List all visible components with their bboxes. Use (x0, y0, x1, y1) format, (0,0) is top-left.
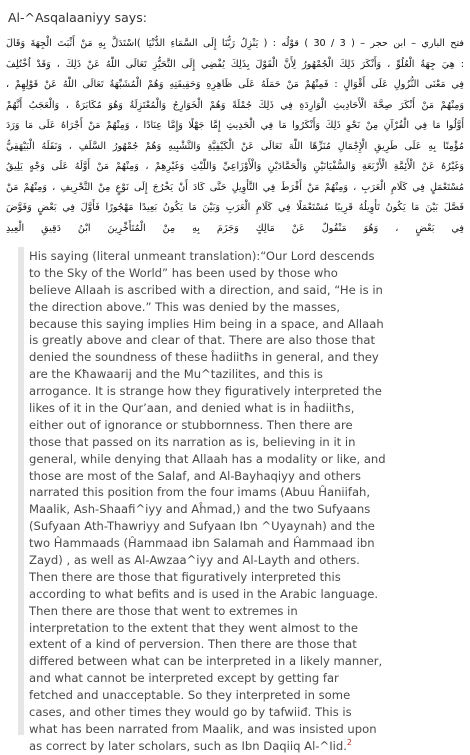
translation-line (29, 265, 463, 282)
translation-line-text: Zayd) , as well as Al-Awzaa^iyy and Al-Layth and others. (29, 553, 360, 568)
translation-line-text: likes of it in the Qur’aan, and denied what is in ĥadiitħs, (29, 401, 355, 416)
translation-line (29, 332, 463, 349)
translation-line (29, 501, 463, 518)
translation-line-text: believe Allaah is ascribed with a direction, and said, “He is in (29, 282, 383, 297)
translation-line (29, 586, 463, 603)
translation-line (29, 366, 463, 383)
translation-line (29, 738, 463, 755)
translation-line-text: because this saying implies Him being in a space, and Allaah (29, 316, 384, 331)
arabic-line: فَصَّلَ بَيْنَ مَا يَكُونُ تَأْوِيلُهُ قَرِيبًا مُسْتَعْمَلًا فِي كَلَامِ الْعَرَبِ وَبَيْنَ مَا يَكُونُ بَعِيدًا مَهْجُورًا فَأَوَّلَ فِي بَعْضٍ وَفَوَّضَ (6, 202, 464, 213)
translation-line (29, 518, 463, 535)
arabic-line: : هِيَ جِهَةُ الْعُلُوِّ ، وَأَنْكَرَ ذَلِكَ الْجُمْهُورُ لِأَنَّ الْقَوْلَ بِذَلِكَ يُفْضِي إِلَى التَّحَيُّزِ تَعَالَى اللَّهُ عَنْ ذَلِكَ ، وَقَدْ اُخْتُلِفَ (6, 58, 464, 70)
arabic-quote-image (6, 35, 464, 240)
translation-line (29, 670, 463, 687)
translation-line-text: two Ĥammaads (Ĥammaad ibn Salamah and Ĥammaad ibn (29, 536, 375, 551)
translation-line (29, 620, 463, 637)
translation-line (29, 316, 463, 333)
translation-line-text: arrogance. It is strange how they figuratively interpreted the (29, 384, 382, 399)
translation-line (29, 434, 463, 451)
translation-line-text: the direction above.” This was denied by the masses, (29, 299, 341, 314)
arabic-line: أَوَّلُوا مَا فِي الْقُرْآنِ مِنْ نَحْوِ ذَلِكَ وَأَنْكَرُوا مَا فِي الْحَدِيثِ إِمَّا جَهْلًا وَإِمَّا عِنَادًا ، وَمِنْهُمْ مَنْ أَجْرَاهُ عَلَى مَا وَرَدَ (6, 120, 464, 131)
translation-line-text: those that passed on its narration as is, believing in it in (29, 434, 356, 449)
translation-line (29, 569, 463, 586)
translation-line (29, 451, 463, 468)
translation-line (29, 484, 463, 501)
translation-line (29, 299, 463, 316)
arabic-line: وَمِنْهُمْ مَنْ أَنْكَرَ صِحَّةَ الْأَحَادِيثِ الْوَارِدَةِ فِي ذَلِكَ جُمْلَةً وَهُمْ الْخَوَارِجُ وَالْمُعْتَزِلَةُ وَهُوَ مُكَابَرَةٌ ، وَالْعَجَبُ أَنَّهُمْ (6, 99, 464, 111)
translation-line-text: to the Sky of the World” has been used by those who (29, 265, 338, 280)
translation-line-text: Then there are those that went to extremes in (29, 603, 298, 618)
translation-line-text: Then there are those that figuratively interpreted this (29, 569, 341, 584)
translation-line (29, 282, 463, 299)
translation-line (29, 349, 463, 366)
translation-line (29, 468, 463, 485)
translation-line (29, 383, 463, 400)
footnote-link[interactable]: 2 (346, 737, 352, 747)
translation-line-text: narrated this position from the four imams (Abuu Ĥaniifah, (29, 485, 371, 500)
translation-line-text: (Sufyaan Ath-Thawriyy and Sufyaan Ibn ^Uyaynah) and the (29, 519, 375, 534)
translation-line-text: Maalik, Ash-Shaafi^iyy and Aĥmad,) and the two Sufyaans (29, 502, 371, 517)
translation-line (29, 535, 463, 552)
translation-line (29, 653, 463, 670)
blockquote-bar (18, 247, 24, 735)
translation-line-text: denied the soundness of these ĥadiitħs in general, and they (29, 350, 379, 365)
translation-line (29, 552, 463, 569)
translation-line-text: those are most of the Salaf, and Al-Bayhaqiyy and others (29, 468, 361, 483)
translation-line (29, 603, 463, 620)
translation-line-text: extent of a kind of perversion. Then there are those that (29, 637, 357, 652)
translation-line-text: His saying (literal unmeant translation):“Our Lord descends (29, 249, 375, 263)
translation-line-text: according to what befits and is used in the Arabic language. (29, 586, 379, 601)
arabic-line: فِي بَعْضٍ ، وَهُوَ مَنْقُولٌ عَنْ مَالِكٍ وَجَزَمَ بِهِ مِنْ الْمُتَأَخِّرِينَ ابْنُ دَقِيقِ الْعِيدِ (6, 222, 464, 234)
translation-line (29, 721, 463, 738)
translation-line (29, 248, 463, 265)
translation-line-text: are the Kħawaarij and the Mu^tazilites, and this is (29, 367, 323, 382)
translation-line (29, 417, 463, 434)
translation-line-text: either out of ignorance or stubbornness. Then there are (29, 417, 353, 432)
translation-line-text: differed between what can be interpreted in a likely manner, (29, 654, 383, 669)
translation-line (29, 704, 463, 721)
translation-line-text: fetched and unacceptable. So they interpreted in some (29, 688, 351, 703)
translation-line (29, 400, 463, 417)
translation-line-text: what has been narrated from Maalik, and was insisted upon (29, 721, 377, 736)
translation-line-text: general, while denying that Allaah has a modality or like, and (29, 451, 386, 466)
translation-line-text: interpretation to the extent that they went almost to the (29, 620, 358, 635)
page-heading: Al-^Asqalaaniyy says: (8, 10, 147, 25)
translation-line-text: and what cannot be interpreted except by getting far (29, 671, 339, 686)
translation-line-text: cases, and other times they would go by tafwiiđ. This is (29, 705, 352, 720)
arabic-line: مُسْتَعْمَلٍ فِي كَلَامِ الْعَرَبِ ، وَمِنْهُمْ مَنْ أَفْرَطَ فِي التَّأْوِيلِ حَتَّى كَادَ أَنْ يَخْرُجَ إِلَى نَوْعٍ مِنْ التَّحْرِيفِ ، وَمِنْهُمْ مَنْ (6, 181, 464, 193)
translation-line-text: as correct by later scholars, such as Ibn Daqiiq Al-^Iid. (29, 738, 347, 753)
arabic-line: وَغَيْرُهُ عَنْ الْأَئِمَّةِ الْأَرْبَعَةِ وَالسُّفْيَانَيْنِ وَالْحَمَّادَيْنِ وَالْأَوْزَاعِيِّ وَاللَّيْثِ وَغَيْرِهِمْ ، وَمِنْهُمْ مَنْ أَوَّلَهُ عَلَى وَجْهٍ يَلِيقُ (6, 161, 464, 172)
translation-line (29, 687, 463, 704)
translation-line-text: is greatly above and clear of that. There are also those that (29, 333, 376, 348)
translation-line (29, 636, 463, 653)
arabic-line: فتح الباري – ابن حجر – ( 3 / 30 ) قوْلُه : ( يَنْزِلُ رَبُّنَا إِلَى السَّمَاءِ الدُّنْيَا )اسْتَدَلَّ بِهِ مَنْ أَثْبَتَ الْجِهَةَ وَقَالَ (6, 38, 464, 49)
arabic-line: فِي مَعْنَى النُّزُولِ عَلَى أَقْوَالٍ : فَمِنْهُمْ مَنْ حَمَلَهُ عَلَى ظَاهِرِهِ وَحَقِيقَتِهِ وَهُمْ الْمُشَبِّهَةُ تَعَالَى اللَّهُ عَنْ قَوْلِهِمْ ، (6, 79, 464, 90)
arabic-line: مُؤْمِنًا بِهِ عَلَى طَرِيقِ الْإِجْمَالِ مُنَزِّهًا اللَّهَ تَعَالَى عَنْ الْكَيْفِيَّةِ وَالتَّشْبِيهِ وَهُمْ جُمْهُورُ السَّلَفِ ، وَنَقَلَهُ الْبَيْهَقِيُّ (6, 140, 464, 152)
translation-text (29, 248, 463, 755)
